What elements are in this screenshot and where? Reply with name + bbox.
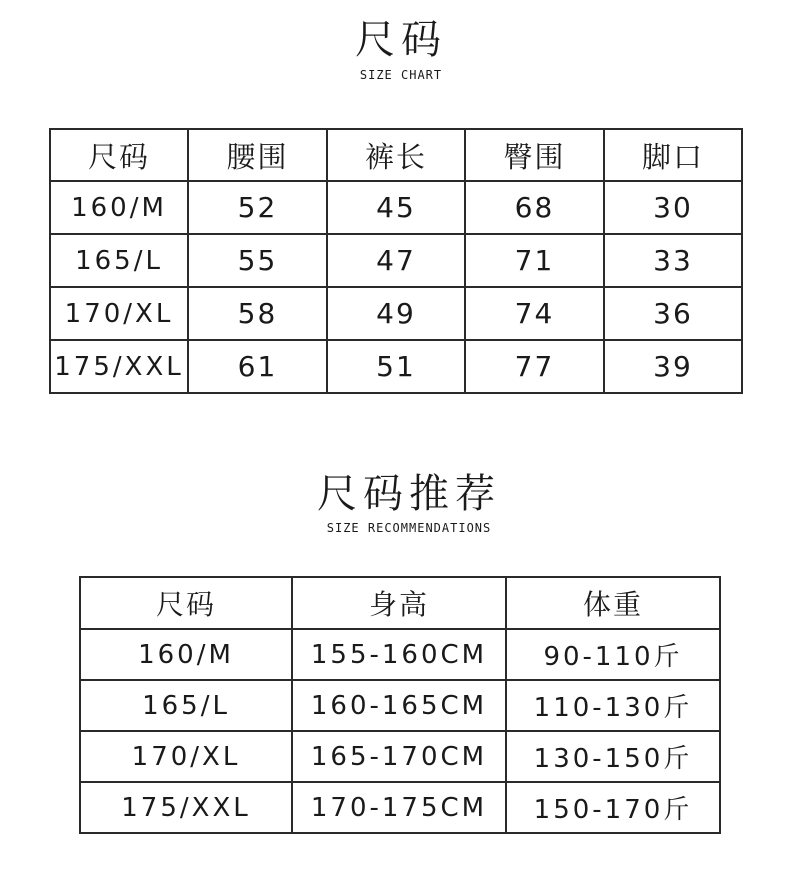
size-chart-subtitle: SIZE CHART: [359, 68, 443, 82]
table-cell: 33: [604, 234, 742, 287]
table-cell: 155-160CM: [292, 629, 506, 680]
table-cell: 170/XL: [80, 731, 292, 782]
column-header-hem: 脚口: [604, 129, 742, 181]
table-cell: 49: [327, 287, 465, 340]
table-cell: 175/XXL: [50, 340, 188, 393]
table-cell: 165-170CM: [292, 731, 506, 782]
table-row: [80, 782, 720, 833]
size-chart-table: [49, 128, 743, 394]
table-cell: 51: [327, 340, 465, 393]
recommendations-subtitle: SIZE RECOMMENDATIONS: [326, 521, 492, 535]
column-header-length: 裤长: [327, 129, 465, 181]
table-cell: 165/L: [80, 680, 292, 731]
table-cell: 160/M: [80, 629, 292, 680]
table-cell: 74: [465, 287, 604, 340]
table-cell: 130-150斤: [506, 731, 720, 782]
table-cell: 58: [188, 287, 327, 340]
table-cell: 160/M: [50, 181, 188, 234]
column-header-size: 尺码: [80, 577, 292, 629]
table-cell: 110-130斤: [506, 680, 720, 731]
table-cell: 30: [604, 181, 742, 234]
table-cell: 55: [188, 234, 327, 287]
table-cell: 68: [465, 181, 604, 234]
table-cell: 47: [327, 234, 465, 287]
recommendations-table: [79, 576, 721, 834]
column-header-hip: 臀围: [465, 129, 604, 181]
table-header-row: [80, 577, 720, 629]
table-cell: 61: [188, 340, 327, 393]
table-row: [80, 680, 720, 731]
size-chart-title: 尺码: [355, 17, 447, 63]
table-cell: 39: [604, 340, 742, 393]
table-cell: 77: [465, 340, 604, 393]
table-row: [50, 287, 742, 340]
column-header-height: 身高: [292, 577, 506, 629]
recommendations-title: 尺码推荐: [317, 471, 501, 517]
table-cell: 71: [465, 234, 604, 287]
column-header-waist: 腰围: [188, 129, 327, 181]
table-cell: 90-110斤: [506, 629, 720, 680]
table-cell: 175/XXL: [80, 782, 292, 833]
column-header-weight: 体重: [506, 577, 720, 629]
table-cell: 160-165CM: [292, 680, 506, 731]
table-row: [50, 181, 742, 234]
table-cell: 170/XL: [50, 287, 188, 340]
table-cell: 45: [327, 181, 465, 234]
table-cell: 36: [604, 287, 742, 340]
table-header-row: [50, 129, 742, 181]
table-cell: 170-175CM: [292, 782, 506, 833]
table-row: [80, 629, 720, 680]
table-row: [50, 234, 742, 287]
column-header-size: 尺码: [50, 129, 188, 181]
table-cell: 150-170斤: [506, 782, 720, 833]
table-row: [80, 731, 720, 782]
table-cell: 52: [188, 181, 327, 234]
table-row: [50, 340, 742, 393]
table-cell: 165/L: [50, 234, 188, 287]
